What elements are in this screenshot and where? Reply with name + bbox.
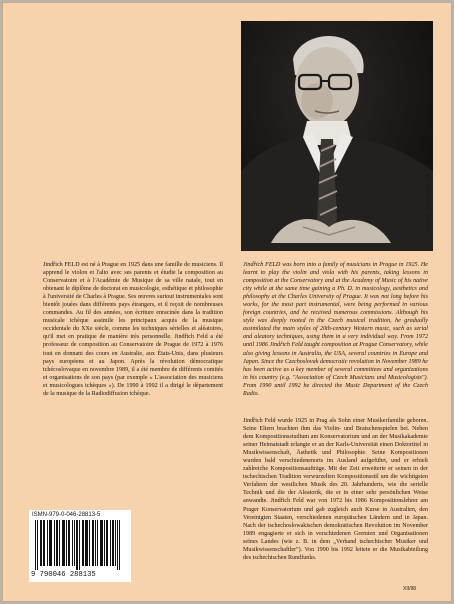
back-cover-page	[2, 2, 452, 602]
print-code: XII/98	[403, 586, 417, 592]
biography-english: Jindřich FELD was born into a family of musicians in Prague in 1925. He learnt to play the violin and viola with his parents, taking lessons in composition at the Conservatory and at the Academy of Music of his native city while at the same time gaining a Ph. D. in musicology, aesthetics and philosophy at the Charles University of Prague. It was not long before his works, for the most part instrumental, were being performed in various foreign countries, and he received numerous commissions. Although his style was deeply rooted in the Czech musical tradition, he gradually assimilated the main styles of 20th-century Western music, such as serial and aleatory techniques, using them in a very individual way. From 1972 until 1986 Jindřich Feld taught composition at Prague Conservatory, while also giving lessons in Australia, the USA, several countries in Europe and Japan. Since the Czechoslovak democratic revolution in November 1989 he has been active as a key member of several committees and organizations in his country (e.g. "Association of Czech Musicians and Musicologists"). From 1990 until 1992 he directed the Music Department of the Czech Radio.	[243, 262, 428, 397]
barcode-bar	[97, 520, 98, 566]
barcode-bar	[101, 520, 102, 566]
barcode-bar	[106, 520, 107, 566]
barcode-bar	[100, 520, 101, 566]
barcode-bar	[57, 520, 58, 566]
biography-french: Jindřich FELD est né à Prague en 1925 dans une famille de musiciens. Il apprend le violon et l'alto avec ses parents et étudie la composition au Conservatoire et à l'Académie de Musique de sa ville natale, tout en obtenant le diplôme de doctorat en musicologie, esthétique et philosophie à l'université de Charles à Prague. Ses œuvres surtout instrumentales sont bientôt jouées dans différents pays étrangers, et il reçoit de nombreuses commandes. Au fil des années, son écriture enracinée dans la tradition musicale tchèque assimile les principaux acquis de la musique occidentale du XXe siècle, comme les techniques sérielles et aléatoires, qu'il met en pratique de manière très personnelle. Jindřich Feld a été professeur de composition au Conservatoire de Prague de 1972 à 1976 tout en donnant des cours en Australie, aux États-Unis, dans plusieurs pays européens et au Japon. Après la révolution démocratique tchécoslovaque en novembre 1989, il a été membre de différents comités et organisations de son pays (par exemple « L'association des musiciens et musicologues tchèques »). De 1990 à 1992 il a dirigé le département de la musique de la Radiodiffusion tchèque.	[43, 262, 223, 397]
barcode-bar	[83, 520, 84, 566]
barcode-label	[29, 510, 131, 582]
barcode-bar	[86, 520, 87, 566]
barcode-bar	[110, 520, 111, 566]
barcode-bar	[79, 520, 80, 570]
barcode-bar	[49, 520, 50, 566]
barcode-bar	[102, 520, 103, 566]
barcode-bar	[117, 520, 118, 570]
barcode-bar	[47, 520, 48, 566]
barcode-bar	[64, 520, 65, 566]
barcode-bar	[63, 520, 64, 566]
barcode-bar	[115, 520, 116, 566]
barcode-bar	[59, 520, 60, 566]
barcode-bar	[40, 520, 41, 566]
barcode-bar	[107, 520, 108, 566]
barcode-bar	[35, 520, 36, 570]
barcode-bar	[104, 520, 105, 566]
barcode-bar	[85, 520, 86, 566]
barcode-digits: 9 790046 288135	[31, 571, 96, 579]
barcode-bar	[51, 520, 52, 566]
barcode-bars	[35, 520, 125, 570]
barcode-bar	[37, 520, 38, 570]
barcode-bar	[112, 520, 113, 566]
composer-portrait-photo	[241, 21, 433, 251]
barcode-bar	[77, 520, 78, 570]
barcode-bar	[69, 520, 70, 566]
biography-german: Jindřich Feld wurde 1925 in Prag als Sohn einer Musikerfamilie geboren. Seine Eltern brachten ihm das Violin- und Bratschenspielen bei. Neben dem Kompositionsstudium am Konservatorium und an der Musikakademie seiner Heimatstadt erlangte er an der Karls-Universität einen Doktortitel in Musikwissenschaft, Ästhetik und Philosophie. Seine Kompositionen wurden bald verschiedenenorts im Ausland aufgeführt, und er erhielt zahlreiche Kompositionsaufträge. Mit der Zeit erweiterte er seinen in der tschechischen Tradition verwurzelten Kompositionsstil um die wichtigsten Verfahren der westlichen Musik des 20. Jahrhunderts, wie die serielle Technik und die der Aleatorik, die er in einer sehr persönlichen Weise anwandte. Jindřich Feld war von 1972 bis 1986 Kompositionslehrer am Prager Konservatorium und gab zugleich auch Kurse in Australien, den Vereinigten Staaten, verschiedenen europäischen Ländern und in Japan. Nach der tschechoslowakischen demokratischen Revolution im November 1989 engagierte er sich in verschiedenen Gremien und Organisationen seines Landes (wie z. B. in dem „Verband tschechischer Musiker und Musikwissenschaftler"). Von 1990 bis 1992 leitete er die Musikabteilung des tschechischen Rundfunks.	[243, 418, 428, 561]
barcode-bar	[119, 520, 120, 570]
barcode-bar	[50, 520, 51, 566]
barcode-bar	[74, 520, 75, 566]
barcode-bar	[113, 520, 114, 566]
barcode-bar	[43, 520, 44, 566]
barcode-bar	[56, 520, 57, 566]
barcode-bar	[93, 520, 94, 566]
ismn-number: ISMN-979-0-046-28813-5	[32, 512, 101, 518]
barcode-bar	[44, 520, 45, 566]
barcode-bar	[41, 520, 42, 566]
barcode-bar	[95, 520, 96, 566]
barcode-bar	[62, 520, 63, 566]
barcode-bar	[68, 520, 69, 566]
barcode-bar	[87, 520, 88, 566]
barcode-bar	[72, 520, 73, 566]
barcode-bar	[89, 520, 90, 566]
barcode-bar	[76, 520, 77, 570]
barcode-bar	[92, 520, 93, 566]
barcode-bar	[66, 520, 67, 566]
barcode-bar	[82, 520, 83, 566]
barcode-bar	[54, 520, 55, 566]
photo-credit: Photo: František TOTH	[426, 165, 432, 231]
